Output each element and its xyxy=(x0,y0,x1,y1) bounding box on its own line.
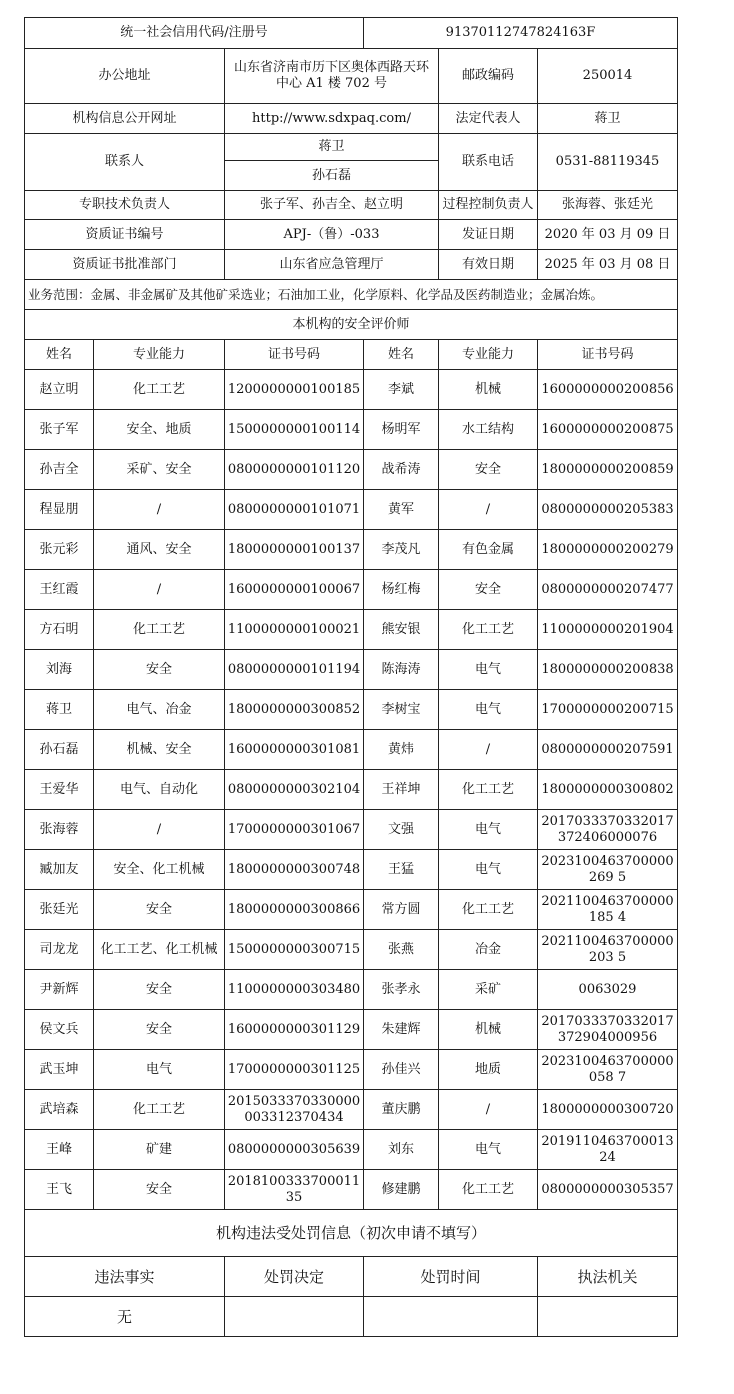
assessor-name-1: 武培森 xyxy=(25,1090,94,1130)
assessors-list xyxy=(25,370,678,1210)
penalty-header-time: 处罚时间 xyxy=(364,1257,538,1297)
assessor-skill-2: 化工工艺 xyxy=(439,770,538,810)
penalty-time-value xyxy=(364,1297,538,1337)
credit-code-value: 91370112747824163F xyxy=(364,18,678,49)
assessor-cert-1: 1800000000300748 xyxy=(225,850,364,890)
address-label: 办公地址 xyxy=(25,49,225,104)
assessor-cert-1: 1800000000300852 xyxy=(225,690,364,730)
assessor-row xyxy=(25,930,678,970)
assessor-skill-1: 通风、安全 xyxy=(94,530,225,570)
assessor-name-1: 孙石磊 xyxy=(25,730,94,770)
penalty-value-row xyxy=(25,1297,678,1337)
assessor-skill-2: 电气 xyxy=(439,650,538,690)
issue-date-label: 发证日期 xyxy=(439,220,538,250)
assessor-name-2: 李斌 xyxy=(364,370,439,410)
organization-info-table xyxy=(24,17,678,1337)
assessor-skill-2: 冶金 xyxy=(439,930,538,970)
credit-code-label: 统一社会信用代码/注册号 xyxy=(25,18,364,49)
assessor-cert-2: 1800000000300720 xyxy=(538,1090,678,1130)
assessor-cert-2: 0800000000305357 xyxy=(538,1170,678,1210)
assessor-cert-2: 201911046370001324 xyxy=(538,1130,678,1170)
assessor-row xyxy=(25,650,678,690)
approver-label: 资质证书批准部门 xyxy=(25,250,225,280)
assessor-name-1: 王爱华 xyxy=(25,770,94,810)
assessor-row xyxy=(25,410,678,450)
assessor-name-1: 王红霞 xyxy=(25,570,94,610)
penalty-header-row xyxy=(25,1257,678,1297)
assessor-name-2: 王祥坤 xyxy=(364,770,439,810)
assessor-skill-2: 电气 xyxy=(439,690,538,730)
contact-value-2: 孙石磊 xyxy=(225,161,439,191)
assessor-skill-1: 安全、地质 xyxy=(94,410,225,450)
assessor-name-2: 张燕 xyxy=(364,930,439,970)
assessor-row xyxy=(25,1130,678,1170)
assessor-name-1: 张子军 xyxy=(25,410,94,450)
assessor-row xyxy=(25,1090,678,1130)
assessor-name-2: 黄军 xyxy=(364,490,439,530)
assessor-skill-1: 安全 xyxy=(94,970,225,1010)
assessors-title: 本机构的安全评价师 xyxy=(25,310,678,340)
assessor-name-2: 王猛 xyxy=(364,850,439,890)
assessor-name-2: 杨红梅 xyxy=(364,570,439,610)
assessor-cert-1: 1700000000301067 xyxy=(225,810,364,850)
assessor-cert-1: 2018100333700011 35 xyxy=(225,1170,364,1210)
assessor-name-2: 孙佳兴 xyxy=(364,1050,439,1090)
assessor-skill-2: 机械 xyxy=(439,370,538,410)
assessor-cert-2: 2021100463700000185 4 xyxy=(538,890,678,930)
phone-label: 联系电话 xyxy=(439,134,538,191)
header-cert-2: 证书号码 xyxy=(538,340,678,370)
assessor-row xyxy=(25,690,678,730)
assessor-skill-1: / xyxy=(94,810,225,850)
assessor-name-1: 尹新辉 xyxy=(25,970,94,1010)
assessor-skill-2: / xyxy=(439,730,538,770)
assessor-cert-2: 1800000000200859 xyxy=(538,450,678,490)
header-name-2: 姓名 xyxy=(364,340,439,370)
assessor-row xyxy=(25,1050,678,1090)
address-value: 山东省济南市历下区奥体西路天环中心 A1 楼 702 号 xyxy=(225,49,439,104)
assessor-cert-1: 1700000000301125 xyxy=(225,1050,364,1090)
assessor-row xyxy=(25,450,678,490)
assessor-skill-2: 地质 xyxy=(439,1050,538,1090)
assessor-skill-2: 电气 xyxy=(439,850,538,890)
assessor-cert-2: 1100000000201904 xyxy=(538,610,678,650)
assessor-name-1: 侯文兵 xyxy=(25,1010,94,1050)
header-skill-1: 专业能力 xyxy=(94,340,225,370)
assessor-skill-1: 电气、自动化 xyxy=(94,770,225,810)
assessor-cert-1: 0800000000101120 xyxy=(225,450,364,490)
phone-value: 0531-88119345 xyxy=(538,134,678,191)
assessor-name-1: 王飞 xyxy=(25,1170,94,1210)
assessor-cert-2: 2023100463700000269 5 xyxy=(538,850,678,890)
assessors-header-row xyxy=(25,340,678,370)
cert-no-label: 资质证书编号 xyxy=(25,220,225,250)
assessor-skill-2: / xyxy=(439,1090,538,1130)
assessor-cert-2: 1800000000200279 xyxy=(538,530,678,570)
assessor-name-1: 程显朋 xyxy=(25,490,94,530)
assessor-skill-1: 化工工艺 xyxy=(94,370,225,410)
assessor-name-2: 黄炜 xyxy=(364,730,439,770)
assessor-cert-2: 2023100463700000058 7 xyxy=(538,1050,678,1090)
assessor-skill-2: 有色金属 xyxy=(439,530,538,570)
tech-lead-value: 张子军、孙吉全、赵立明 xyxy=(225,191,439,220)
assessor-name-2: 熊安银 xyxy=(364,610,439,650)
assessor-skill-1: / xyxy=(94,490,225,530)
assessor-row xyxy=(25,610,678,650)
assessor-skill-1: / xyxy=(94,570,225,610)
assessor-name-1: 臧加友 xyxy=(25,850,94,890)
assessor-row xyxy=(25,770,678,810)
assessor-skill-2: 化工工艺 xyxy=(439,1170,538,1210)
assessor-cert-2: 0800000000205383 xyxy=(538,490,678,530)
assessor-cert-2: 2017033370332017372904000956 xyxy=(538,1010,678,1050)
issue-date-value: 2020 年 03 月 09 日 xyxy=(538,220,678,250)
valid-date-value: 2025 年 03 月 08 日 xyxy=(538,250,678,280)
cert-no-value: APJ-（鲁）-033 xyxy=(225,220,439,250)
assessor-cert-1: 1600000000301129 xyxy=(225,1010,364,1050)
penalty-fact-value: 无 xyxy=(25,1297,225,1337)
penalty-title: 机构违法受处罚信息（初次申请不填写） xyxy=(25,1210,678,1257)
assessor-row xyxy=(25,490,678,530)
assessor-skill-1: 安全、化工机械 xyxy=(94,850,225,890)
assessor-skill-2: 安全 xyxy=(439,570,538,610)
assessor-cert-2: 1800000000200838 xyxy=(538,650,678,690)
assessor-name-1: 武玉坤 xyxy=(25,1050,94,1090)
assessor-row xyxy=(25,1170,678,1210)
assessor-name-1: 张海蓉 xyxy=(25,810,94,850)
penalty-decision-value xyxy=(225,1297,364,1337)
assessor-name-2: 张孝永 xyxy=(364,970,439,1010)
assessor-cert-2: 1600000000200856 xyxy=(538,370,678,410)
assessor-name-2: 战希涛 xyxy=(364,450,439,490)
assessor-cert-1: 1100000000303480 xyxy=(225,970,364,1010)
assessor-skill-1: 化工工艺 xyxy=(94,1090,225,1130)
assessor-name-2: 修建鹏 xyxy=(364,1170,439,1210)
assessor-cert-1: 1600000000100067 xyxy=(225,570,364,610)
assessor-row xyxy=(25,730,678,770)
website-label: 机构信息公开网址 xyxy=(25,104,225,134)
assessor-cert-2: 1600000000200875 xyxy=(538,410,678,450)
assessor-cert-1: 1800000000300866 xyxy=(225,890,364,930)
assessor-cert-2: 0063029 xyxy=(538,970,678,1010)
assessor-name-1: 方石明 xyxy=(25,610,94,650)
assessor-name-2: 董庆鹏 xyxy=(364,1090,439,1130)
assessor-skill-1: 安全 xyxy=(94,890,225,930)
assessor-skill-1: 化工工艺、化工机械 xyxy=(94,930,225,970)
contact-label: 联系人 xyxy=(25,134,225,191)
assessor-skill-2: 化工工艺 xyxy=(439,890,538,930)
assessor-cert-2: 1700000000200715 xyxy=(538,690,678,730)
header-name-1: 姓名 xyxy=(25,340,94,370)
assessor-name-1: 蒋卫 xyxy=(25,690,94,730)
assessor-name-2: 李树宝 xyxy=(364,690,439,730)
business-scope: 业务范围：金属、非金属矿及其他矿采选业；石油加工业，化学原料、化学品及医药制造业；金属冶炼。 xyxy=(25,280,678,310)
postcode-value: 250014 xyxy=(538,49,678,104)
assessor-row xyxy=(25,370,678,410)
penalty-header-authority: 执法机关 xyxy=(538,1257,678,1297)
assessor-skill-2: 安全 xyxy=(439,450,538,490)
assessor-row xyxy=(25,1010,678,1050)
assessor-row xyxy=(25,890,678,930)
assessor-row xyxy=(25,850,678,890)
assessor-cert-1: 1500000000100114 xyxy=(225,410,364,450)
assessor-name-2: 常方圆 xyxy=(364,890,439,930)
assessor-row xyxy=(25,570,678,610)
assessor-row xyxy=(25,970,678,1010)
assessor-skill-1: 化工工艺 xyxy=(94,610,225,650)
assessor-skill-2: 机械 xyxy=(439,1010,538,1050)
assessor-skill-1: 电气 xyxy=(94,1050,225,1090)
assessor-skill-1: 机械、安全 xyxy=(94,730,225,770)
postcode-label: 邮政编码 xyxy=(439,49,538,104)
assessor-skill-1: 安全 xyxy=(94,1010,225,1050)
penalty-header-fact: 违法事实 xyxy=(25,1257,225,1297)
assessor-skill-1: 电气、冶金 xyxy=(94,690,225,730)
header-cert-1: 证书号码 xyxy=(225,340,364,370)
assessor-cert-2: 0800000000207591 xyxy=(538,730,678,770)
process-lead-label: 过程控制负责人 xyxy=(439,191,538,220)
contact-value-1: 蒋卫 xyxy=(225,134,439,161)
legal-rep-value: 蒋卫 xyxy=(538,104,678,134)
penalty-authority-value xyxy=(538,1297,678,1337)
assessor-name-2: 杨明军 xyxy=(364,410,439,450)
assessor-cert-1: 1200000000100185 xyxy=(225,370,364,410)
website-value: http://www.sdxpaq.com/ xyxy=(225,104,439,134)
assessor-name-1: 刘海 xyxy=(25,650,94,690)
assessor-skill-2: 电气 xyxy=(439,810,538,850)
assessor-skill-2: 采矿 xyxy=(439,970,538,1010)
assessor-name-1: 张廷光 xyxy=(25,890,94,930)
assessor-name-1: 张元彩 xyxy=(25,530,94,570)
header-skill-2: 专业能力 xyxy=(439,340,538,370)
assessor-row xyxy=(25,810,678,850)
assessor-cert-2: 2017033370332017372406000076 xyxy=(538,810,678,850)
assessor-name-2: 李茂凡 xyxy=(364,530,439,570)
assessor-cert-1: 1600000000301081 xyxy=(225,730,364,770)
assessor-row xyxy=(25,530,678,570)
assessor-skill-1: 安全 xyxy=(94,1170,225,1210)
assessor-cert-2: 0800000000207477 xyxy=(538,570,678,610)
penalty-header-decision: 处罚决定 xyxy=(225,1257,364,1297)
assessor-name-2: 刘东 xyxy=(364,1130,439,1170)
assessor-name-1: 王峰 xyxy=(25,1130,94,1170)
assessor-cert-1: 1800000000100137 xyxy=(225,530,364,570)
assessor-skill-1: 矿建 xyxy=(94,1130,225,1170)
assessor-cert-1: 2015033370330000003312370434 xyxy=(225,1090,364,1130)
assessor-name-2: 陈海涛 xyxy=(364,650,439,690)
assessor-skill-2: 水工结构 xyxy=(439,410,538,450)
assessor-cert-1: 0800000000302104 xyxy=(225,770,364,810)
legal-rep-label: 法定代表人 xyxy=(439,104,538,134)
assessor-name-1: 孙吉全 xyxy=(25,450,94,490)
assessor-cert-1: 1100000000100021 xyxy=(225,610,364,650)
assessor-skill-2: 化工工艺 xyxy=(439,610,538,650)
assessor-cert-2: 1800000000300802 xyxy=(538,770,678,810)
process-lead-value: 张海蓉、张廷光 xyxy=(538,191,678,220)
assessor-name-1: 赵立明 xyxy=(25,370,94,410)
approver-value: 山东省应急管理厅 xyxy=(225,250,439,280)
assessor-name-2: 朱建辉 xyxy=(364,1010,439,1050)
assessor-cert-2: 2021100463700000203 5 xyxy=(538,930,678,970)
assessor-skill-2: / xyxy=(439,490,538,530)
valid-date-label: 有效日期 xyxy=(439,250,538,280)
assessor-name-1: 司龙龙 xyxy=(25,930,94,970)
assessor-cert-1: 0800000000101194 xyxy=(225,650,364,690)
assessor-name-2: 文强 xyxy=(364,810,439,850)
assessor-cert-1: 0800000000101071 xyxy=(225,490,364,530)
assessor-cert-1: 0800000000305639 xyxy=(225,1130,364,1170)
tech-lead-label: 专职技术负责人 xyxy=(25,191,225,220)
assessor-skill-1: 安全 xyxy=(94,650,225,690)
assessor-cert-1: 1500000000300715 xyxy=(225,930,364,970)
assessor-skill-1: 采矿、安全 xyxy=(94,450,225,490)
assessor-skill-2: 电气 xyxy=(439,1130,538,1170)
